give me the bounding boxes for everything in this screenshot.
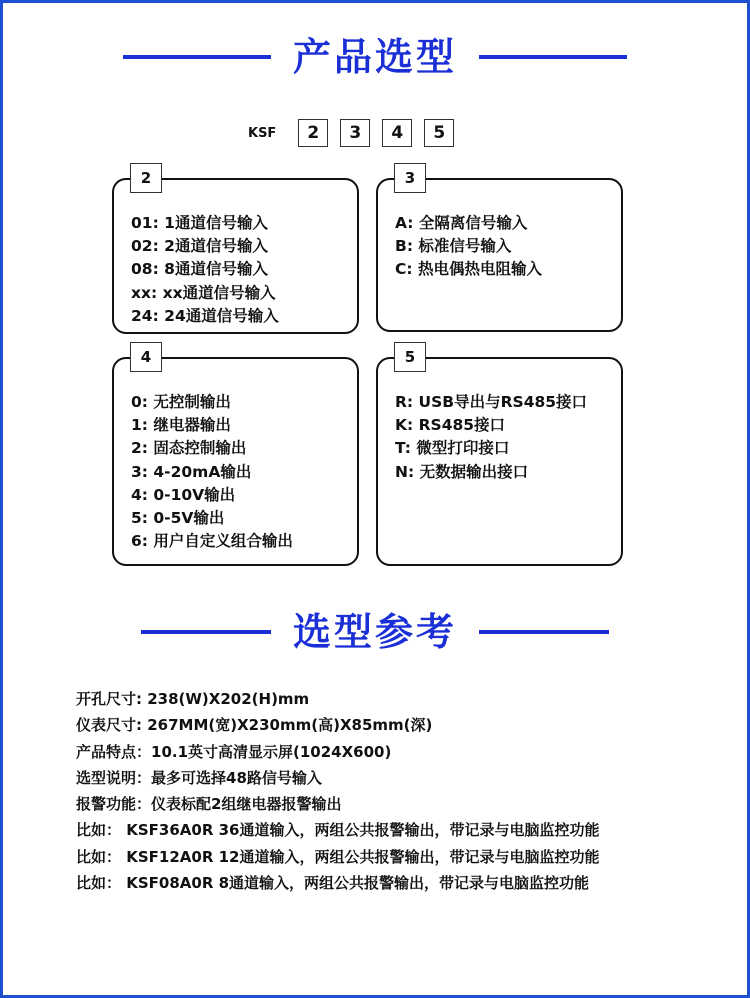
- heading-line-right: [479, 630, 609, 634]
- selection-reference-heading: [0, 610, 750, 654]
- reference-spec-list: [76, 686, 599, 896]
- model-code-row: [248, 119, 466, 147]
- spec-line-selection-note: 选型说明：最多可选择48路信号输入: [76, 768, 322, 787]
- option-item: 24: 24通道信号输入: [131, 306, 279, 325]
- option-item: 01: 1通道信号输入: [131, 214, 268, 232]
- model-code-box-4: 4: [382, 119, 412, 147]
- heading-text: 产品选型: [292, 35, 457, 79]
- option-item: T: 微型打印接口: [395, 439, 510, 458]
- spec-line-instrument-size: 仪表尺寸: 267MM(宽)X230mm(高)X85mm(深): [76, 716, 433, 735]
- option-list: [131, 212, 279, 328]
- heading-line-right: [479, 55, 627, 59]
- example-line: 比如： KSF36A0R 36通道输入，两组公共报警输出，带记录与电脑监控功能: [76, 821, 600, 840]
- model-code-box-2: 2: [298, 119, 328, 147]
- option-tag: 3: [394, 163, 426, 193]
- option-item: 02: 2通道信号输入: [131, 237, 268, 256]
- option-item: 5: 0-5V输出: [131, 509, 225, 528]
- model-code-box-5: 5: [424, 119, 454, 147]
- option-item: 3: 4-20mA输出: [131, 462, 252, 481]
- option-box-channels: [112, 169, 359, 334]
- heading-line-left: [123, 55, 271, 59]
- product-selection-heading: [0, 35, 750, 79]
- option-item: 6: 用户自定义组合输出: [131, 532, 293, 551]
- option-list: [131, 391, 293, 553]
- spec-line-features: 产品特点：10.1英寸高清显示屏(1024X600): [76, 742, 392, 761]
- option-item: C: 热电偶热电阻输入: [395, 260, 542, 279]
- option-item: 2: 固态控制输出: [131, 439, 247, 458]
- option-list: [395, 212, 542, 282]
- option-box-data-interface: [376, 348, 623, 566]
- option-tag: 2: [130, 163, 162, 193]
- model-code-box-3: 3: [340, 119, 370, 147]
- option-item: N: 无数据输出接口: [395, 462, 529, 481]
- option-item: xx: xx通道信号输入: [131, 283, 276, 302]
- model-prefix: KSF: [248, 125, 277, 141]
- option-item: 1: 继电器输出: [131, 416, 231, 435]
- heading-line-left: [141, 630, 271, 634]
- option-tag: 4: [130, 342, 162, 372]
- option-box-control-output: [112, 348, 359, 566]
- heading-text: 选型参考: [292, 610, 457, 654]
- option-item: 08: 8通道信号输入: [131, 260, 268, 279]
- option-item: B: 标准信号输入: [395, 237, 512, 256]
- option-list: [395, 391, 587, 484]
- option-tag: 5: [394, 342, 426, 372]
- spec-line-cutout-size: 开孔尺寸: 238(W)X202(H)mm: [76, 690, 310, 708]
- example-line: 比如： KSF12A0R 12通道输入，两组公共报警输出，带记录与电脑监控功能: [76, 847, 600, 866]
- example-line: 比如： KSF08A0R 8通道输入，两组公共报警输出，带记录与电脑监控功能: [76, 874, 590, 893]
- option-item: 0: 无控制输出: [131, 393, 231, 411]
- spec-line-alarm: 报警功能：仪表标配2组继电器报警输出: [76, 795, 342, 814]
- option-item: K: RS485接口: [395, 416, 506, 435]
- option-box-input-type: [376, 169, 623, 332]
- option-item: A: 全隔离信号输入: [395, 214, 528, 232]
- option-item: 4: 0-10V输出: [131, 485, 236, 504]
- option-item: R: USB导出与RS485接口: [395, 393, 588, 411]
